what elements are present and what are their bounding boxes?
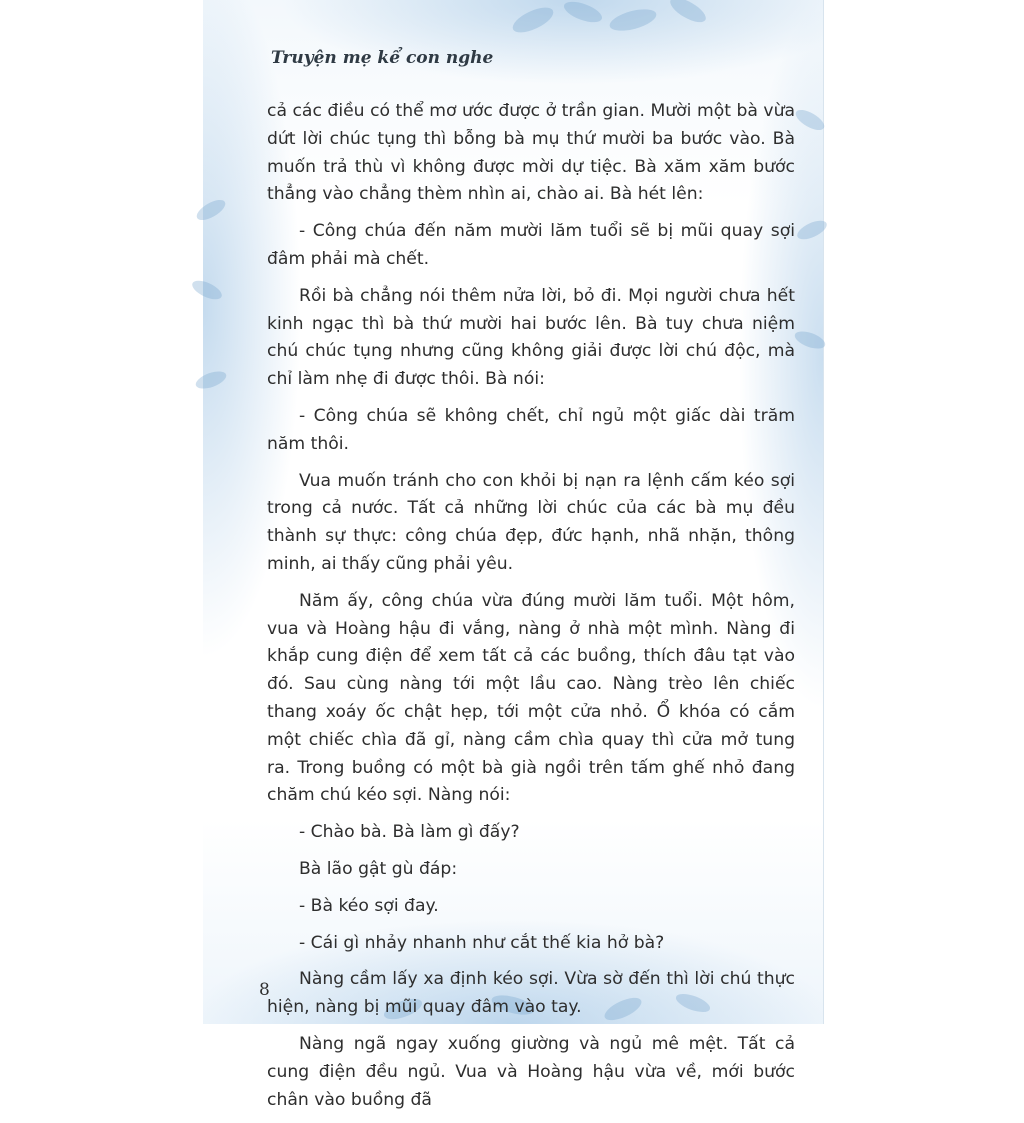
paragraph: Nàng ngã ngay xuống giường và ngủ mê mệt. Tất cả cung điện đều ngủ. Vua và Hoàng hậu vừa về, mới bước chân vào buồng đã [267, 1033, 795, 1110]
paragraph: - Chào bà. Bà làm gì đấy? [299, 822, 520, 843]
paragraph: - Công chúa sẽ không chết, chỉ ngủ một giấc dài trăm năm thôi. [267, 405, 795, 454]
paragraph: Năm ấy, công chúa vừa đúng mười lăm tuổi. Một hôm, vua và Hoàng hậu đi vắng, nàng ở nhà một mình. Nàng đi khắp cung điện để xem tất cả các buồng, thích đâu tạt vào đó. Sau cùng nàng tới một lầu cao. Nàng trèo lên chiếc thang xoáy ốc chật hẹp, tới một cửa nhỏ. Ổ khóa có cắm một chiếc chìa đã gỉ, nàng cầm chìa quay thì cửa mở tung ra. Trong buồng có một bà già ngồi trên tấm ghế nhỏ đang chăm chú kéo sợi. Nàng nói: [267, 590, 795, 806]
paragraph: cả các điều có thể mơ ước được ở trần gian. Mười một bà vừa dứt lời chúc tụng thì bỗng bà mụ thứ mười ba bước vào. Bà muốn trả thù vì không được mời dự tiệc. Bà xăm xăm bước thẳng vào chẳng thèm nhìn ai, chào ai. Bà hét lên: [267, 101, 795, 205]
paragraph: - Cái gì nhảy nhanh như cắt thế kia hở bà? [299, 932, 665, 953]
paragraph: Vua muốn tránh cho con khỏi bị nạn ra lệnh cấm kéo sợi trong cả nước. Tất cả những lời chúc của các bà mụ đều thành sự thực: công chúa đẹp, đức hạnh, nhã nhặn, thông minh, ai thấy cũng phải yêu. [267, 470, 795, 574]
book-page [203, 0, 824, 1110]
paragraph: - Bà kéo sợi đay. [299, 895, 439, 916]
page-number: 8 [259, 980, 270, 1000]
leaf-decoration-icon [193, 180, 233, 420]
paragraph: Bà lão gật gù đáp: [299, 858, 458, 879]
paragraph: - Công chúa đến năm mười lăm tuổi sẽ bị mũi quay sợi đâm phải mà chết. [267, 221, 795, 269]
paragraph: Nàng cầm lấy xa định kéo sợi. Vừa sờ đến thì lời chú thực hiện, nàng bị mũi quay đâm vào tay. [267, 969, 795, 1018]
running-header: Truyện mẹ kể con nghe [271, 48, 494, 68]
leaf-decoration-icon [503, 0, 723, 50]
paragraph: Rồi bà chẳng nói thêm nửa lời, bỏ đi. Mọi người chưa hết kinh ngạc thì bà thứ mười hai bước lên. Bà tuy chưa niệm chú chúc tụng nhưng cũng không giải được lời chú độc, mà chỉ làm nhẹ đi được thôi. Bà nói: [267, 285, 795, 390]
body-text [267, 98, 795, 1123]
